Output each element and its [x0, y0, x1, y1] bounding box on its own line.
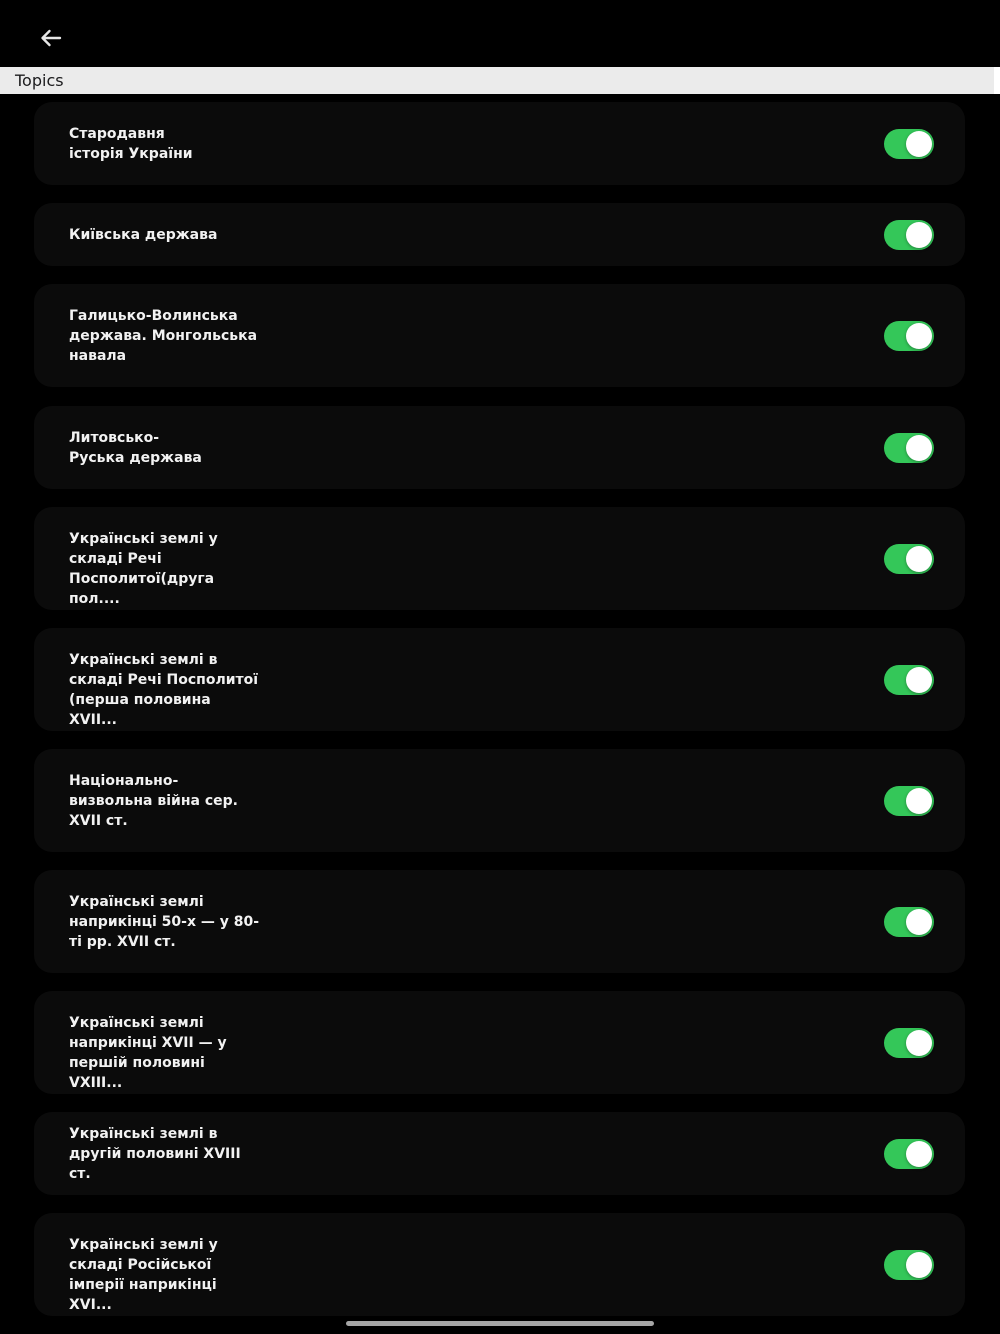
toggle-knob	[906, 1030, 932, 1056]
topic-row	[34, 870, 965, 973]
topic-label: Київська держава	[69, 226, 218, 243]
topic-label: Українські землі наприкінці XVII — у першій половині VXIII...	[69, 1014, 227, 1091]
arrow-left-icon	[40, 29, 62, 47]
topic-toggle[interactable]	[884, 220, 934, 250]
topic-label: Галицько-Волинська держава. Монгольська навала	[69, 307, 258, 364]
topic-row	[34, 1112, 965, 1195]
section-header-topics: Topics	[0, 67, 994, 94]
topic-toggle[interactable]	[884, 321, 934, 351]
topic-row	[34, 1213, 965, 1316]
toggle-knob	[906, 435, 932, 461]
topic-row	[34, 406, 965, 489]
topic-toggle[interactable]	[884, 1250, 934, 1280]
toggle-knob	[906, 788, 932, 814]
topic-label: Литовсько- Руська держава	[69, 429, 202, 466]
topic-toggle[interactable]	[884, 129, 934, 159]
topic-label: Українські землі у складі Речі Посполитої(друга пол....	[69, 530, 218, 607]
navigation-bar	[0, 0, 1000, 67]
topic-row	[34, 507, 965, 610]
toggle-knob	[906, 222, 932, 248]
topic-row	[34, 628, 965, 731]
toggle-knob	[906, 1141, 932, 1167]
toggle-knob	[906, 909, 932, 935]
topic-label: Українські землі в складі Речі Посполитої (перша половина XVII...	[69, 651, 259, 728]
topic-row	[34, 991, 965, 1094]
topic-toggle[interactable]	[884, 907, 934, 937]
topic-row	[34, 203, 965, 266]
home-indicator	[346, 1321, 654, 1326]
topic-toggle[interactable]	[884, 1139, 934, 1169]
topic-row	[34, 284, 965, 387]
topic-row	[34, 102, 965, 185]
topic-toggle[interactable]	[884, 433, 934, 463]
topic-row	[34, 749, 965, 852]
toggle-knob	[906, 1252, 932, 1278]
topic-toggle[interactable]	[884, 786, 934, 816]
scroll-indicator	[994, 67, 1000, 94]
topic-toggle[interactable]	[884, 665, 934, 695]
toggle-knob	[906, 131, 932, 157]
topic-label: Стародавня історія України	[69, 125, 193, 162]
toggle-knob	[906, 323, 932, 349]
topic-toggle[interactable]	[884, 1028, 934, 1058]
topic-label: Українські землі в другій половині XVIII ст.	[69, 1125, 241, 1182]
topic-label: Українські землі у складі Російської імперії наприкінці XVI...	[69, 1236, 218, 1313]
toggle-knob	[906, 546, 932, 572]
topic-label: Національно- визвольна війна сер. XVII ст.	[69, 772, 238, 829]
topic-toggle[interactable]	[884, 544, 934, 574]
toggle-knob	[906, 667, 932, 693]
back-button[interactable]	[36, 23, 66, 53]
topic-label: Українські землі наприкінці 50-х — у 80- ті рр. XVII ст.	[69, 893, 260, 950]
